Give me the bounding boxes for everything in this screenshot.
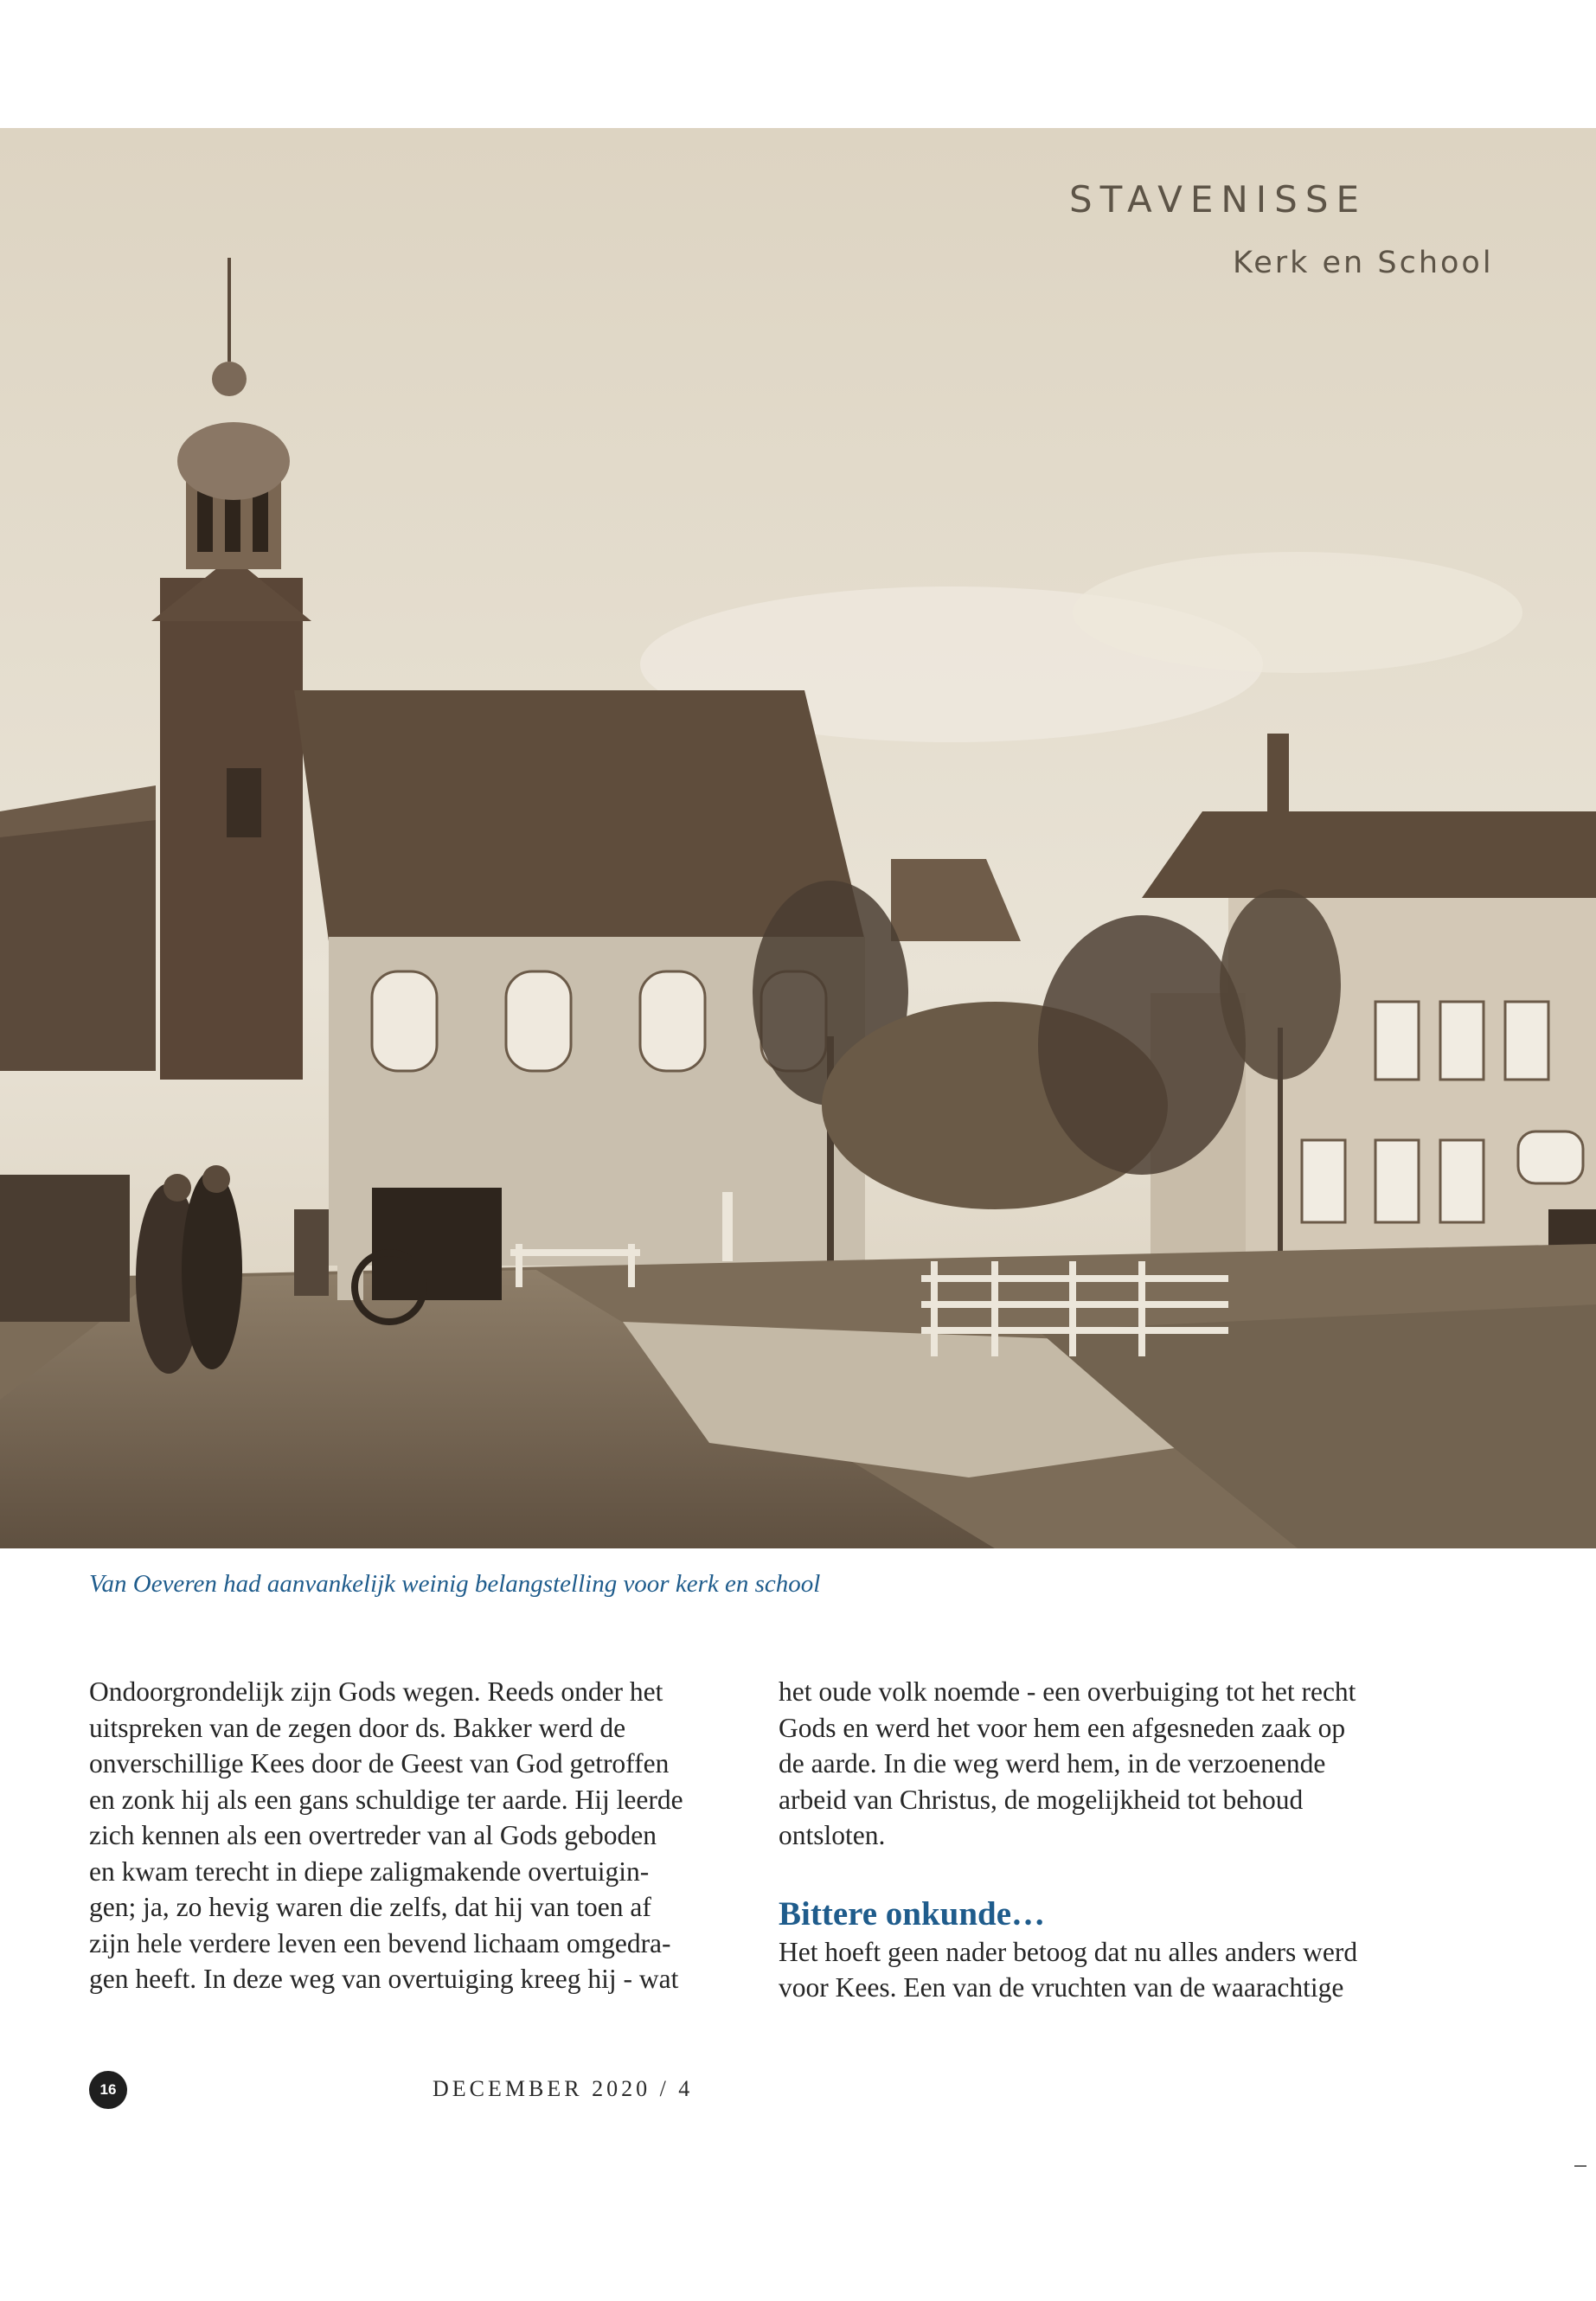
- article-column-left: [89, 1674, 764, 1997]
- text-line: gen heeft. In deze weg van overtuiging kreeg hij - wat: [89, 1964, 679, 1994]
- crop-mark: [1574, 2165, 1586, 2167]
- photo-label-subject: Kerk en School: [1233, 246, 1494, 280]
- text-line: en zonk hij als een gans schuldige ter aarde. Hij leerde: [89, 1784, 683, 1815]
- issue-label: DECEMBER 2020 / 4: [433, 2076, 694, 2101]
- text-line: voor Kees. Een van de vruchten van de waarachtige: [779, 1972, 1344, 2003]
- text-line: Ondoorgrondelijk zijn Gods wegen. Reeds onder het: [89, 1676, 663, 1707]
- page-number-badge: 16: [89, 2071, 127, 2109]
- text-line: Gods en werd het voor hem een afgesneden zaak op: [779, 1712, 1346, 1743]
- article-column-right: [779, 1674, 1453, 2006]
- text-line: gen; ja, zo hevig waren die zelfs, dat hij van toen af: [89, 1892, 651, 1922]
- section-subheading: Bittere onkunde…: [779, 1894, 1046, 1932]
- text-line: het oude volk noemde - een overbuiging tot het recht: [779, 1676, 1356, 1707]
- historic-photo: [0, 128, 1596, 1548]
- text-line: zijn hele verdere leven een bevend lichaam omgedra-: [89, 1927, 671, 1958]
- text-line: onverschillige Kees door de Geest van God getroffen: [89, 1748, 670, 1779]
- text-line: arbeid van Christus, de mogelijkheid tot behoud: [779, 1784, 1304, 1815]
- text-line: ontsloten.: [779, 1820, 886, 1850]
- text-line: Het hoeft geen nader betoog dat nu alles anders werd: [779, 1936, 1358, 1967]
- text-line: en kwam terecht in diepe zaligmakende overtuigin-: [89, 1856, 650, 1887]
- text-line: zich kennen als een overtreder van al Gods geboden: [89, 1820, 657, 1850]
- text-line: uitspreken van de zegen door ds. Bakker werd de: [89, 1712, 626, 1743]
- text-line: de aarde. In die weg werd hem, in de verzoenende: [779, 1748, 1326, 1779]
- photo-caption: Van Oeveren had aanvankelijk weinig belangstelling voor kerk en school: [89, 1570, 821, 1598]
- paragraph-gap: [779, 1854, 1453, 1894]
- photo-label-place: STAVENISSE: [1069, 178, 1368, 221]
